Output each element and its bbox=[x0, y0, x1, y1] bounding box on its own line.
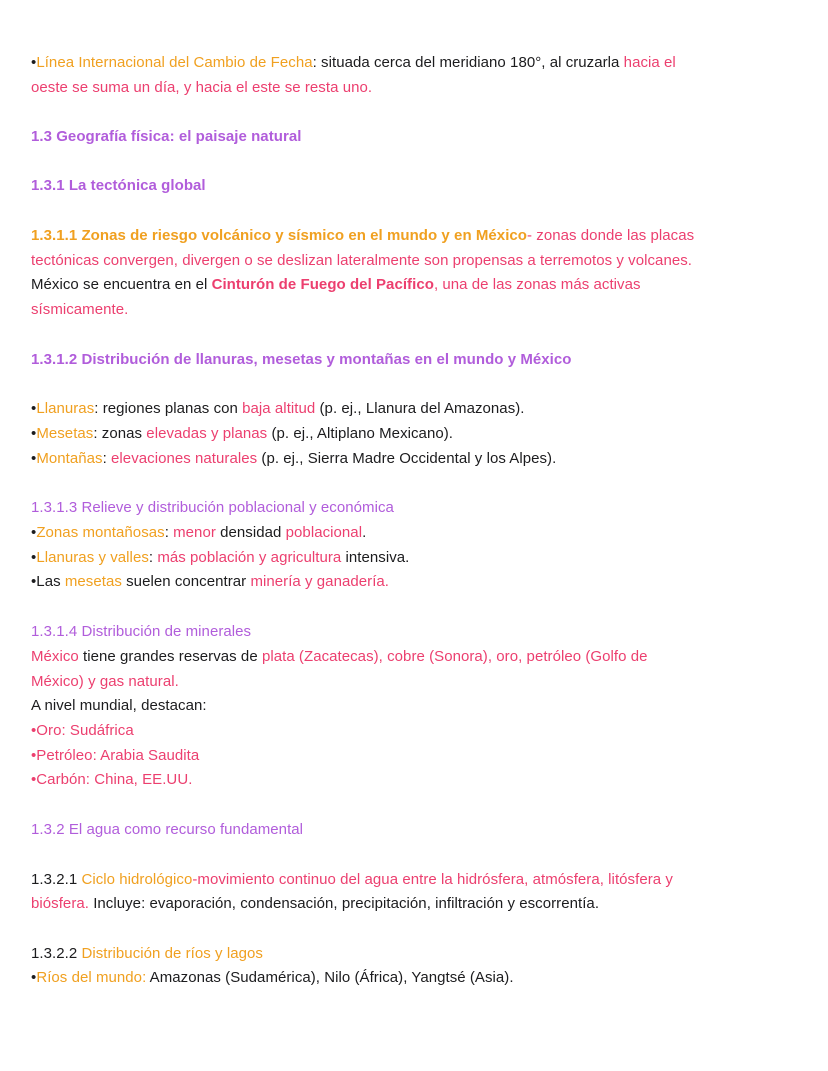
text-line bbox=[31, 399, 525, 419]
text-line bbox=[31, 300, 128, 320]
text-line bbox=[31, 894, 599, 914]
text-line bbox=[31, 770, 192, 790]
text-line bbox=[31, 127, 301, 147]
text-line bbox=[31, 548, 409, 568]
text-segment: • bbox=[31, 450, 37, 467]
text-segment: sísmicamente. bbox=[31, 301, 129, 318]
text-line bbox=[31, 424, 453, 444]
text-line bbox=[31, 78, 372, 98]
text-segment: oeste se suma un día, y hacia el este se resta uno. bbox=[31, 79, 373, 96]
text-line bbox=[31, 696, 207, 716]
text-segment: México se encuentra en el bbox=[31, 276, 212, 293]
text-line bbox=[31, 622, 251, 642]
text-segment: (p. ej., Llanura del Amazonas). bbox=[315, 400, 525, 417]
text-segment: 1.3.1.2 Distribución de llanuras, mesetas y montañas en el mundo y México bbox=[31, 351, 572, 368]
text-line bbox=[31, 746, 199, 766]
text-line bbox=[31, 820, 303, 840]
text-segment: (p. ej., Sierra Madre Occidental y los Alpes). bbox=[257, 450, 557, 467]
text-segment: México bbox=[31, 648, 79, 665]
text-segment: 1.3.1.3 Relieve y distribución poblacional y económica bbox=[31, 499, 394, 516]
text-segment: • bbox=[31, 54, 37, 71]
text-line bbox=[31, 523, 366, 543]
text-segment: Cinturón de Fuego del Pacífico bbox=[211, 276, 434, 293]
text-segment: Llanuras y valles bbox=[36, 549, 149, 566]
text-segment: 1.3.1 La tectónica global bbox=[31, 177, 206, 194]
text-segment: 1.3.2.1 bbox=[31, 871, 82, 888]
text-segment: (p. ej., Altiplano Mexicano). bbox=[267, 425, 453, 442]
text-segment: mesetas bbox=[64, 573, 122, 590]
text-segment: •Las bbox=[31, 573, 65, 590]
text-line bbox=[31, 53, 676, 73]
text-segment: •Carbón: China, EE.UU. bbox=[31, 771, 193, 788]
text-segment: Ciclo hidrológico bbox=[81, 871, 193, 888]
text-segment: • bbox=[31, 425, 37, 442]
text-segment: • bbox=[31, 400, 37, 417]
text-line bbox=[31, 498, 394, 518]
text-segment: menor bbox=[173, 524, 216, 541]
text-segment: : situada cerca del meridiano 180°, al cruzarla bbox=[312, 54, 624, 71]
text-line bbox=[31, 944, 263, 964]
text-segment: : bbox=[102, 450, 112, 467]
text-segment: suelen concentrar bbox=[121, 573, 251, 590]
text-line bbox=[31, 572, 389, 592]
text-segment: tiene grandes reservas de bbox=[78, 648, 262, 665]
text-segment: 1.3.1.4 Distribución de minerales bbox=[31, 623, 252, 640]
text-segment: •Petróleo: Arabia Saudita bbox=[31, 747, 200, 764]
text-segment: densidad bbox=[215, 524, 286, 541]
text-segment: : zonas bbox=[93, 425, 147, 442]
text-line bbox=[31, 672, 179, 692]
text-segment: Incluye: evaporación, condensación, precipitación, infiltración y escorrentía. bbox=[88, 895, 600, 912]
text-segment: • bbox=[31, 549, 37, 566]
text-line bbox=[31, 968, 514, 988]
text-segment: : regiones planas con bbox=[94, 400, 243, 417]
text-segment: • bbox=[31, 524, 37, 541]
text-segment: intensiva. bbox=[341, 549, 410, 566]
text-segment: 1.3.1.1 Zonas de riesgo volcánico y sísmico en el mundo y en México bbox=[31, 227, 528, 244]
text-segment: , una de las zonas más activas bbox=[433, 276, 641, 293]
text-segment: hacia el bbox=[623, 54, 676, 71]
text-line bbox=[31, 350, 572, 370]
text-segment: plata (Zacatecas), cobre (Sonora), oro, petróleo (Golfo de bbox=[261, 648, 648, 665]
text-segment: biósfera. bbox=[31, 895, 89, 912]
text-segment: -movimiento continuo del agua entre la hidrósfera, atmósfera, litósfera y bbox=[192, 871, 673, 888]
text-segment: México) y gas natural. bbox=[31, 673, 179, 690]
text-segment: : bbox=[148, 549, 158, 566]
text-segment: más población y agricultura bbox=[157, 549, 342, 566]
text-segment: baja altitud bbox=[242, 400, 316, 417]
text-line bbox=[31, 226, 694, 246]
text-segment: tectónicas convergen, divergen o se deslizan lateralmente son propensas a terremotos y volcanes. bbox=[31, 252, 692, 269]
text-segment: Ríos del mundo: bbox=[36, 969, 147, 986]
text-segment: 1.3.2.2 bbox=[31, 945, 82, 962]
text-segment: Línea Internacional del Cambio de Fecha bbox=[36, 54, 313, 71]
text-segment: A nivel mundial, destacan: bbox=[31, 697, 207, 714]
text-segment: - zonas donde las placas bbox=[527, 227, 695, 244]
text-line bbox=[31, 176, 206, 196]
text-segment: minería y ganadería. bbox=[250, 573, 390, 590]
text-segment: poblacional bbox=[285, 524, 363, 541]
text-segment: Zonas montañosas bbox=[36, 524, 165, 541]
text-segment: 1.3.2 El agua como recurso fundamental bbox=[31, 821, 304, 838]
text-segment: 1.3 Geografía física: el paisaje natural bbox=[31, 128, 302, 145]
text-line bbox=[31, 870, 673, 890]
text-line bbox=[31, 721, 134, 741]
text-segment: • bbox=[31, 969, 37, 986]
text-line bbox=[31, 647, 648, 667]
text-segment: Distribución de ríos y lagos bbox=[81, 945, 263, 962]
text-segment: : bbox=[164, 524, 174, 541]
text-segment: . bbox=[362, 524, 367, 541]
text-line bbox=[31, 275, 641, 295]
text-segment: Montañas bbox=[36, 450, 103, 467]
text-segment: elevaciones naturales bbox=[111, 450, 258, 467]
text-line bbox=[31, 449, 556, 469]
text-segment: •Oro: Sudáfrica bbox=[31, 722, 134, 739]
text-segment: elevadas y planas bbox=[146, 425, 268, 442]
text-segment: Amazonas (Sudamérica), Nilo (África), Yangtsé (Asia). bbox=[146, 969, 514, 986]
text-segment: Mesetas bbox=[36, 425, 94, 442]
text-segment: Llanuras bbox=[36, 400, 95, 417]
text-line bbox=[31, 251, 692, 271]
